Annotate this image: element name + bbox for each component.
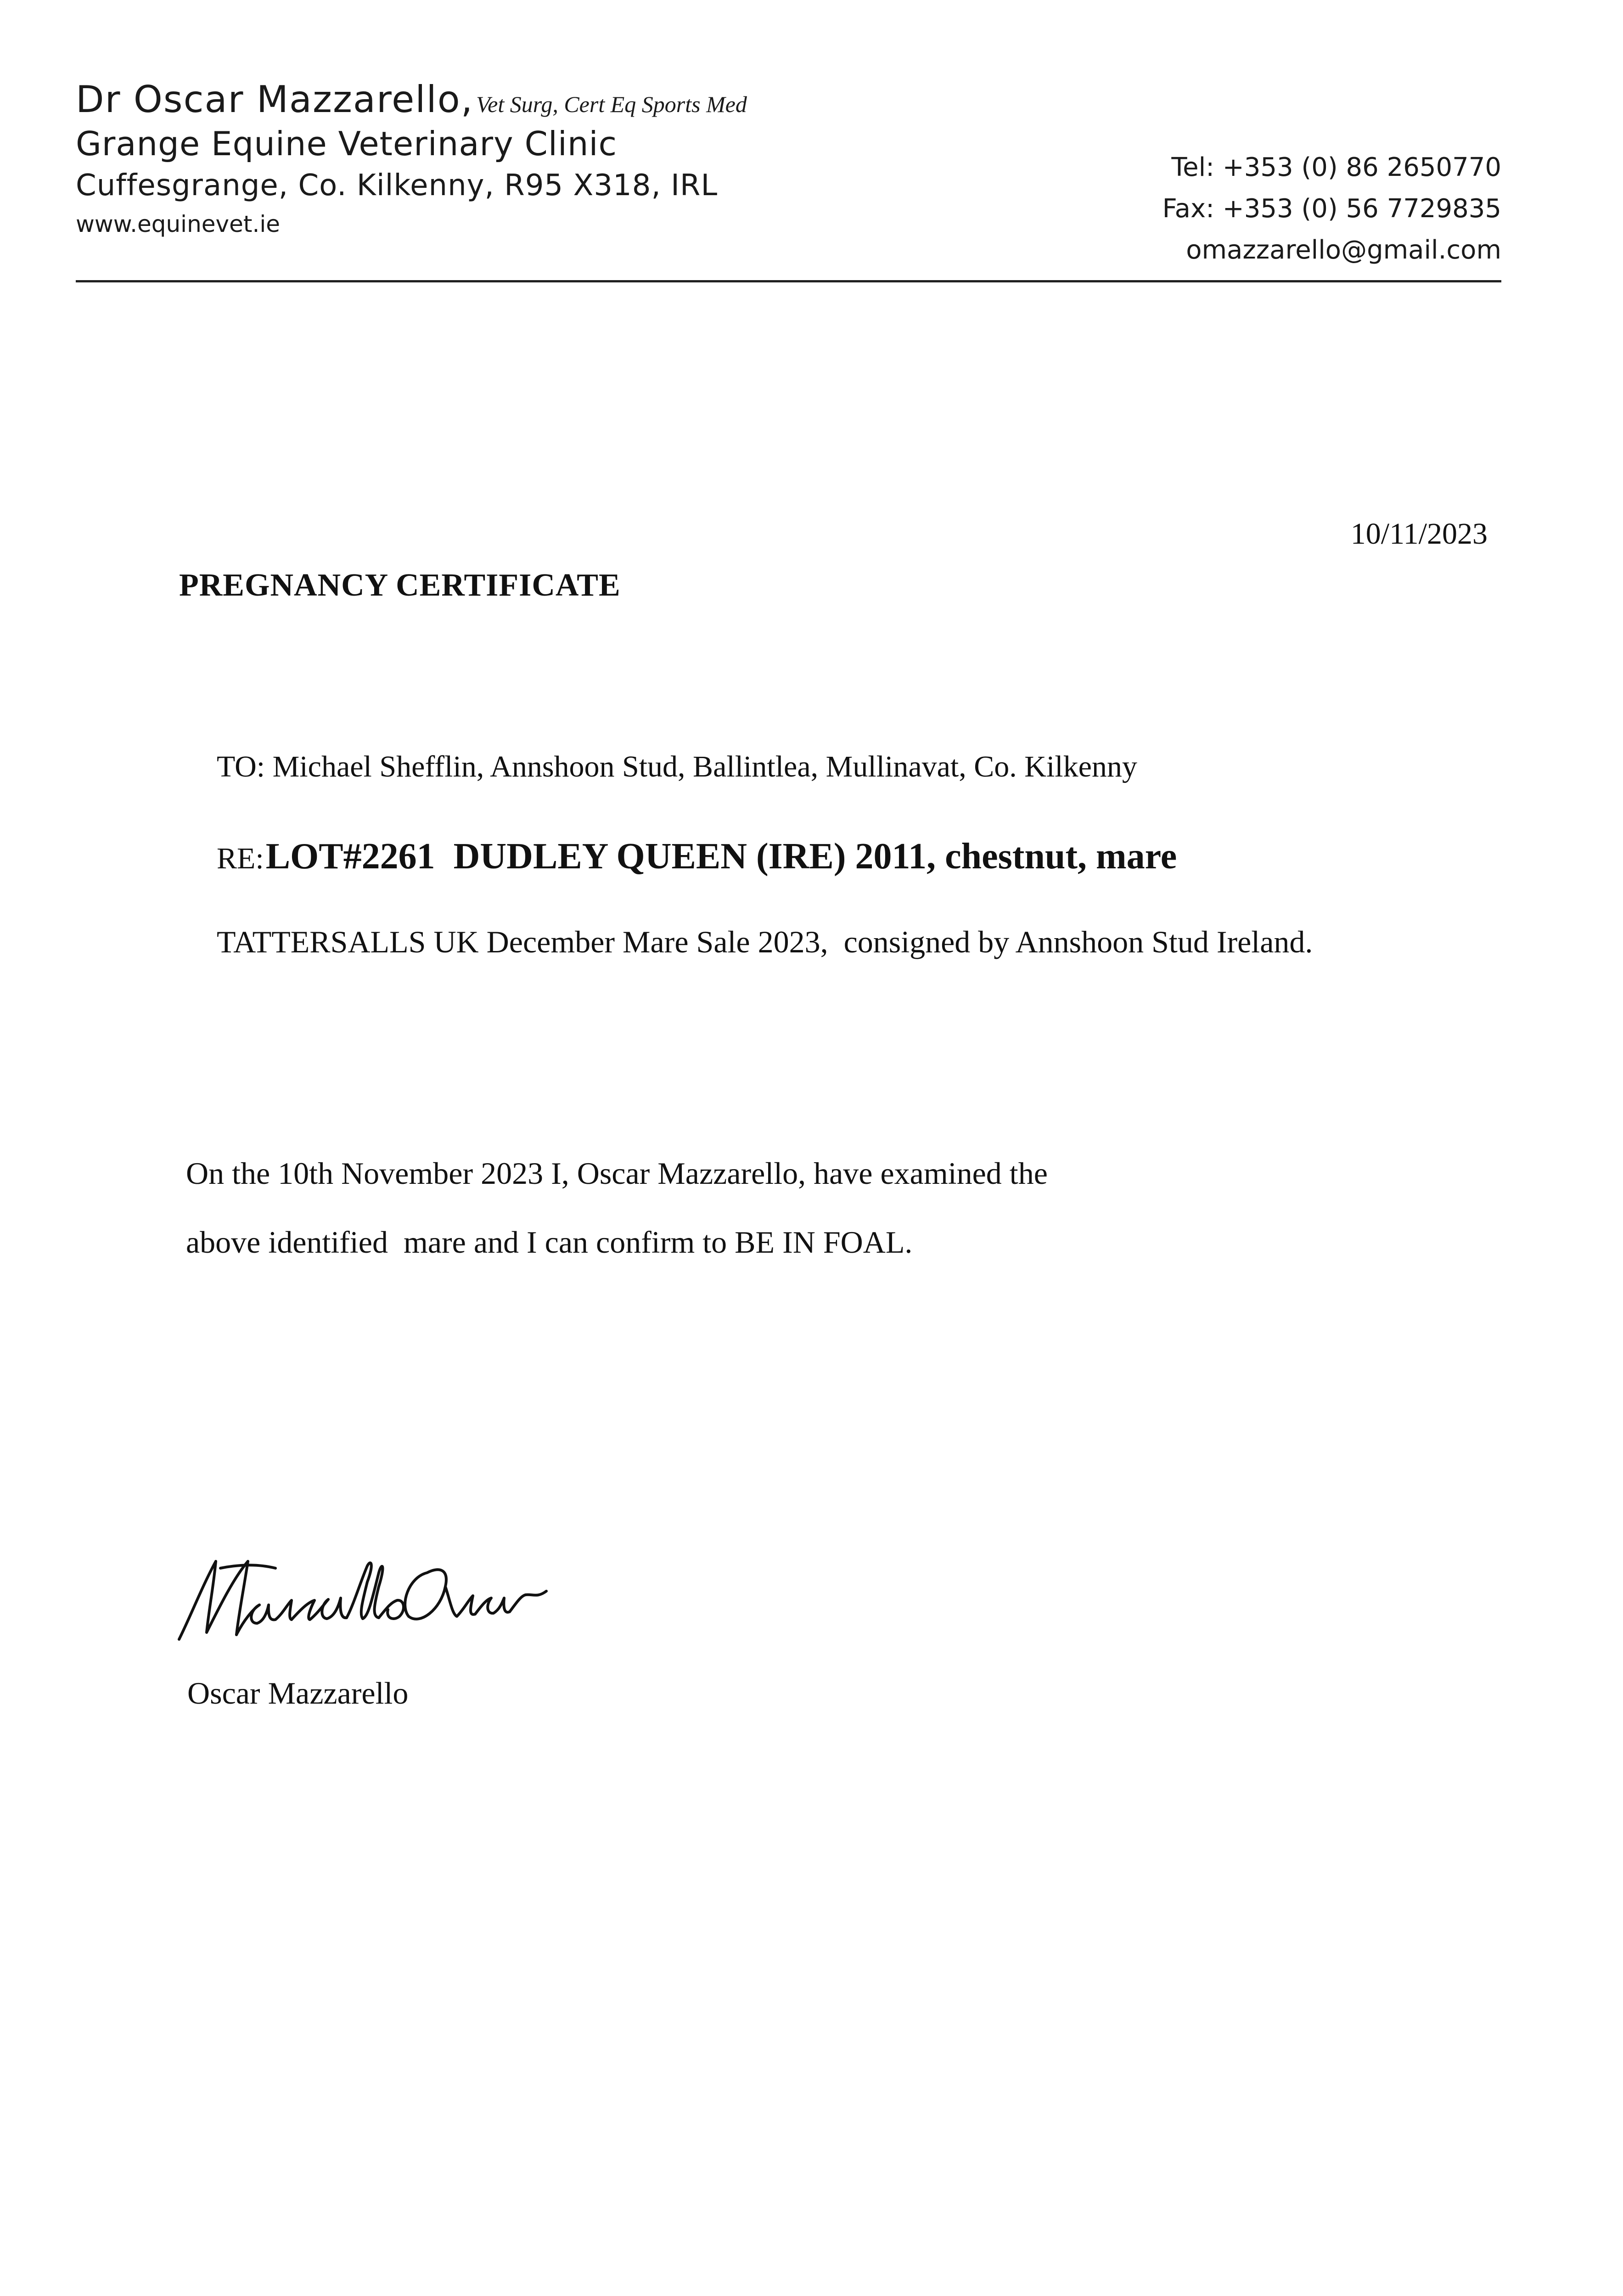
letterhead-divider: [76, 280, 1501, 282]
recipient-line: TO: Michael Shefflin, Annshoon Stud, Ballintlea, Mullinavat, Co. Kilkenny: [217, 750, 1137, 783]
handwritten-signature: [170, 1541, 556, 1651]
vet-name-line: [76, 78, 747, 121]
letterhead-contact-details: [1162, 147, 1501, 271]
body-line: above identified mare and I can confirm to BE IN FOAL.: [186, 1225, 913, 1260]
vet-name: Dr Oscar Mazzarello,: [76, 78, 474, 121]
sale-details: TATTERSALLS UK December Mare Sale 2023, consigned by Annshoon Stud Ireland.: [217, 924, 1313, 959]
fax-number: Fax: +353 (0) 56 7729835: [1162, 194, 1501, 224]
vet-qualifications: Vet Surg, Cert Eq Sports Med: [476, 91, 747, 117]
certificate-body: [186, 1139, 1048, 1277]
letterhead: [76, 78, 1501, 285]
certificate-date: 10/11/2023: [1350, 517, 1488, 551]
clinic-website[interactable]: www.equinevet.ie: [76, 211, 281, 237]
reference-prefix: RE:: [217, 842, 264, 875]
body-line: On the 10th November 2023 I, Oscar Mazzarello, have examined the: [186, 1156, 1048, 1191]
telephone-number: Tel: +353 (0) 86 2650770: [1171, 152, 1501, 182]
clinic-address: Cuffesgrange, Co. Kilkenny, R95 X318, IRL: [76, 169, 718, 203]
clinic-name: Grange Equine Veterinary Clinic: [76, 124, 618, 163]
email-address[interactable]: omazzarello@gmail.com: [1186, 235, 1501, 265]
letterhead-practice-details: [76, 78, 747, 237]
certificate-title: PREGNANCY CERTIFICATE: [179, 568, 621, 603]
reference-line: [217, 836, 1177, 878]
reference-lot: LOT#2261 DUDLEY QUEEN (IRE) 2011, chestnut, mare: [265, 836, 1177, 877]
signer-name: Oscar Mazzarello: [187, 1676, 409, 1711]
